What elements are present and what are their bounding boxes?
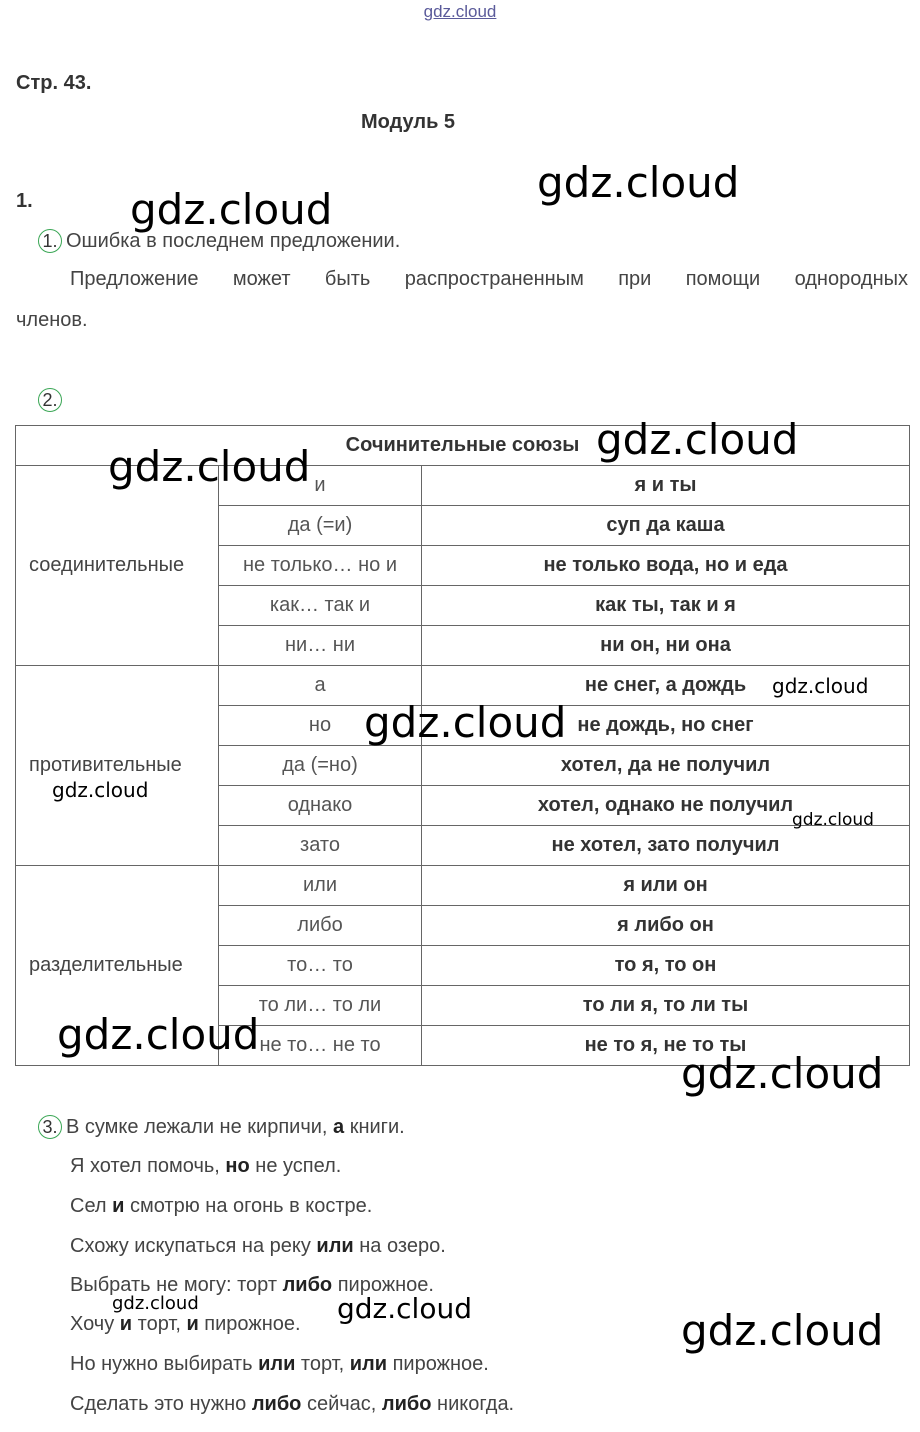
conjunction-cell: зато <box>219 826 422 866</box>
example-sentence <box>70 1393 514 1416</box>
conjunction-highlight: либо <box>282 1274 333 1296</box>
conjunction-cell: то ли… то ли <box>219 986 422 1026</box>
part-number-badge: 3. <box>38 1115 62 1139</box>
part1-line3: членов. <box>16 309 88 331</box>
conjunction-cell: да (=но) <box>219 746 422 786</box>
sentence-text: пирожное. <box>332 1274 434 1296</box>
conjunction-group: соединительные <box>16 466 219 666</box>
watermark: gdz.cloud <box>772 674 869 698</box>
sentence-text: Сделать это нужно <box>70 1393 252 1415</box>
conjunction-cell: как… так и <box>219 586 422 626</box>
example-cell: не дождь, но снег <box>422 706 910 746</box>
conjunction-cell: не только… но и <box>219 546 422 586</box>
example-cell: суп да каша <box>422 506 910 546</box>
example-cell: ни он, ни она <box>422 626 910 666</box>
watermark: gdz.cloud <box>57 1010 260 1059</box>
watermark: gdz.cloud <box>681 1049 884 1098</box>
sentence-text: Но нужно выбирать <box>70 1353 259 1375</box>
sentence-text: Сел <box>70 1195 113 1217</box>
example-cell: хотел, да не получил <box>422 746 910 786</box>
conjunction-cell: либо <box>219 906 422 946</box>
example-cell: то я, то он <box>422 946 910 986</box>
watermark: gdz.cloud <box>130 185 333 234</box>
sentence-text: торт, <box>295 1353 350 1375</box>
sentence-text: на озеро. <box>353 1235 446 1257</box>
sentence-text: никогда. <box>431 1393 515 1415</box>
conjunction-highlight: и <box>112 1195 125 1217</box>
conjunction-group: разделительные <box>16 866 219 1066</box>
conjunction-cell: а <box>219 666 422 706</box>
example-cell: я и ты <box>422 466 910 506</box>
watermark: gdz.cloud <box>596 415 799 464</box>
conjunction-cell: и <box>219 466 422 506</box>
example-cell: то ли я, то ли ты <box>422 986 910 1026</box>
example-cell: как ты, так и я <box>422 586 910 626</box>
example-sentence <box>38 1115 405 1139</box>
part-number-badge: 2. <box>38 388 62 412</box>
conjunction-group: противительные <box>16 666 219 866</box>
example-cell: не хотел, зато получил <box>422 826 910 866</box>
task-number: 1. <box>16 190 33 212</box>
conjunction-cell: то… то <box>219 946 422 986</box>
watermark: gdz.cloud <box>681 1306 884 1355</box>
sentence-text: пирожное. <box>387 1353 489 1375</box>
watermark: gdz.cloud <box>52 778 149 802</box>
site-link[interactable]: gdz.cloud <box>423 2 497 21</box>
sentence-text: смотрю на огонь в костре. <box>124 1195 373 1217</box>
sentence-text: книги. <box>344 1116 405 1138</box>
example-sentence <box>70 1155 341 1178</box>
example-cell: не то я, не то ты <box>422 1026 910 1066</box>
example-sentence <box>70 1195 372 1218</box>
watermark: gdz.cloud <box>792 810 874 830</box>
conjunction-cell: однако <box>219 786 422 826</box>
conjunction-highlight: но <box>225 1155 250 1177</box>
conjunction-cell: не то… не то <box>219 1026 422 1066</box>
table-row <box>16 866 910 906</box>
page-reference: Стр. 43. <box>16 72 92 94</box>
conjunction-cell: да (=и) <box>219 506 422 546</box>
sentence-text: Схожу искупаться на реку <box>70 1235 317 1257</box>
watermark: gdz.cloud <box>108 442 311 491</box>
sentence-text: Выбрать не могу: торт <box>70 1274 283 1296</box>
conjunction-cell: ни… ни <box>219 626 422 666</box>
watermark: gdz.cloud <box>364 698 567 747</box>
example-cell: я или он <box>422 866 910 906</box>
conjunction-highlight: или <box>316 1235 354 1257</box>
conjunction-highlight: либо <box>251 1393 302 1415</box>
conjunction-highlight: а <box>333 1116 345 1138</box>
example-cell: я либо он <box>422 906 910 946</box>
part1-line1: 1. Ошибка в последнем предложении. <box>38 229 400 253</box>
table-header: Сочинительные союзы <box>16 426 910 466</box>
sentence-text: В сумке лежали не кирпичи, <box>66 1116 334 1138</box>
sentence-text: торт, <box>132 1313 187 1335</box>
conjunction-cell: но <box>219 706 422 746</box>
example-sentence <box>70 1235 446 1258</box>
conjunction-highlight: или <box>258 1353 296 1375</box>
watermark: gdz.cloud <box>112 1293 199 1314</box>
conjunction-highlight: или <box>349 1353 388 1375</box>
conjunction-highlight: и <box>186 1313 199 1335</box>
sentence-text: не успел. <box>249 1155 342 1177</box>
module-title: Модуль 5 <box>360 111 456 133</box>
part-number-badge: 1. <box>38 229 62 253</box>
part2-number <box>38 388 66 412</box>
example-cell: хотел, однако не получил <box>422 786 910 826</box>
example-cell: не снег, а дождь <box>422 666 910 706</box>
example-sentence <box>70 1313 301 1336</box>
watermark: gdz.cloud <box>337 1292 472 1325</box>
example-cell: не только вода, но и еда <box>422 546 910 586</box>
sentence-text: пирожное. <box>198 1313 301 1335</box>
conjunction-highlight: либо <box>381 1393 432 1415</box>
sentence-text: Хочу <box>70 1313 120 1335</box>
part1-line2: Предложение может быть распространенным при помощи однородных <box>70 268 908 290</box>
conjunction-highlight: и <box>119 1313 133 1335</box>
example-sentence <box>70 1353 489 1376</box>
sentence-text: Я хотел помочь, <box>70 1155 226 1177</box>
sentence-text: сейчас, <box>301 1393 382 1415</box>
watermark: gdz.cloud <box>537 158 740 207</box>
conjunction-cell: или <box>219 866 422 906</box>
